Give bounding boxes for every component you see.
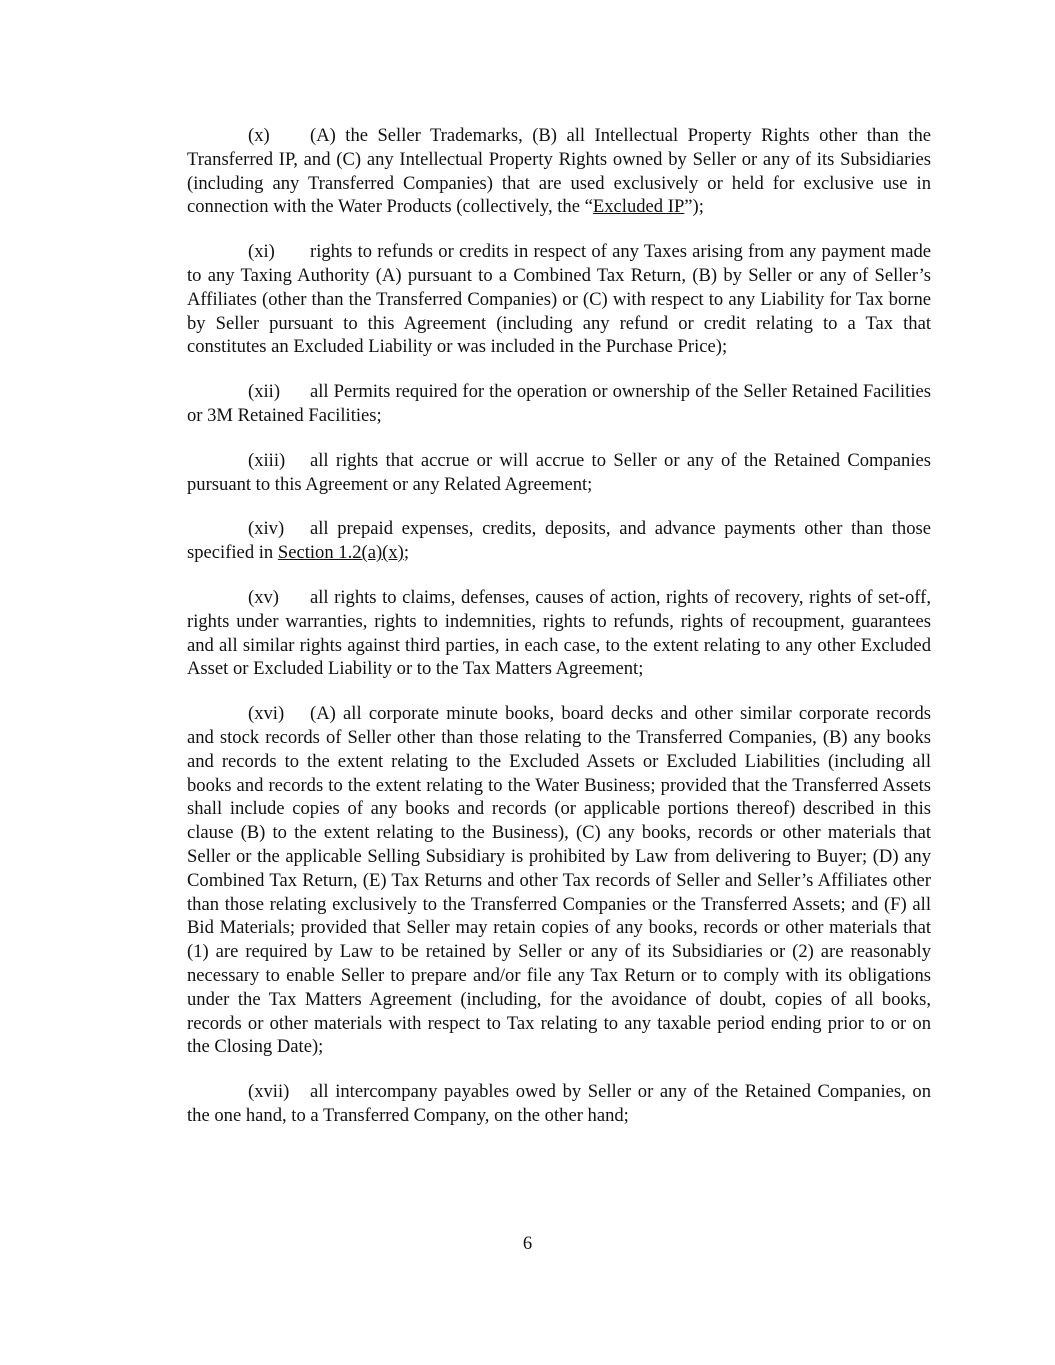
clause-text-end: ”); xyxy=(684,196,704,218)
clause-xv xyxy=(187,586,931,681)
clause-text: (A) all corporate minute books, board decks and other similar corporate records and stock records of Seller other than those relating to the Transferred Companies, (B) any books and records to the extent relating to the Excluded Assets or Excluded Liabilities (including all books and records to the extent relating to the Water Business; provided that the Transferred Assets shall include copies of any books and records (or applicable portions thereof) described in this clause (B) to the extent relating to the Business), (C) any books, records or other materials that Seller or the applicable Selling Subsidiary is prohibited by Law from delivering to Buyer; (D) any Combined Tax Return, (E) Tax Returns and other Tax records of Seller and Seller’s Affiliates other than those relating exclusively to the Transferred Companies or the Transferred Assets; and (F) all Bid Materials; provided that Seller may retain copies of any books, records or other materials that (1) are required by Law to be retained by Seller or any of its Subsidiaries or (2) are reasonably necessary to enable Seller to prepare and/or file any Tax Return or to comply with its obligations under the Tax Matters Agreement (including, for the avoidance of doubt, copies of all books, records or other materials with respect to Tax relating to any taxable period ending prior to or on the Closing Date); xyxy=(187,703,931,1058)
clause-xvii xyxy=(187,1080,931,1128)
clause-xii xyxy=(187,380,931,428)
clause-xvi xyxy=(187,702,931,1059)
clause-label: (xv) xyxy=(248,586,279,608)
clause-xi xyxy=(187,240,931,359)
clause-label: (xiv) xyxy=(248,518,285,540)
defined-term-excluded-ip: Excluded IP xyxy=(592,196,685,218)
clause-label: (xvii) xyxy=(248,1081,290,1103)
clause-xiii xyxy=(187,449,931,497)
clause-label: (xi) xyxy=(248,241,275,263)
clause-text: all Permits required for the operation or ownership of the Seller Retained Facilities or 3M Retained Facilities; xyxy=(187,381,931,426)
page-number: 6 xyxy=(522,1233,533,1254)
clause-text: rights to refunds or credits in respect of any Taxes arising from any payment made to any Taxing Authority (A) pursuant to a Combined Tax Return, (B) by Seller or any of Seller’s Affiliates (other than the Transferred Companies) or (C) with respect to any Liability for Tax borne by Seller pursuant to this Agreement (including any refund or credit relating to a Tax that constitutes an Excluded Liability or was included in the Purchase Price); xyxy=(187,241,931,358)
clause-label: (xii) xyxy=(248,381,281,403)
clause-label: (xvi) xyxy=(248,703,285,725)
clause-text: all intercompany payables owed by Seller or any of the Retained Companies, on the one hand, to a Transferred Company, on the other hand; xyxy=(187,1081,931,1126)
section-reference-link: Section 1.2(a)(x) xyxy=(277,542,404,564)
clause-xiv xyxy=(187,517,931,565)
clause-text: all prepaid expenses, credits, deposits, and advance payments other than those specified in xyxy=(187,518,931,564)
clause-label: (xiii) xyxy=(248,449,286,471)
clause-text-end: ; xyxy=(403,542,410,564)
clause-text: all rights that accrue or will accrue to Seller or any of the Retained Companies pursuant to this Agreement or any Related Agreement; xyxy=(187,449,931,495)
clause-text: (A) the Seller Trademarks, (B) all Intellectual Property Rights other than the Transferred IP, and (C) any Intellectual Property Rights owned by Seller or any of its Subsidiaries (including any Transferred Companies) that are used exclusively or held for exclusive use in connection with the Water Products (collectively, the “ xyxy=(187,125,931,218)
clause-x xyxy=(187,124,931,219)
clause-text: all rights to claims, defenses, causes of action, rights of recovery, rights of set-off, rights under warranties, rights to indemnities, rights to refunds, rights of recoupment, guarantees and all similar rights against third parties, in each case, to the extent relating to any other Excluded Asset or Excluded Liability or to the Tax Matters Agreement; xyxy=(187,586,931,680)
document-page xyxy=(187,124,931,1149)
clause-label: (x) xyxy=(248,125,270,146)
